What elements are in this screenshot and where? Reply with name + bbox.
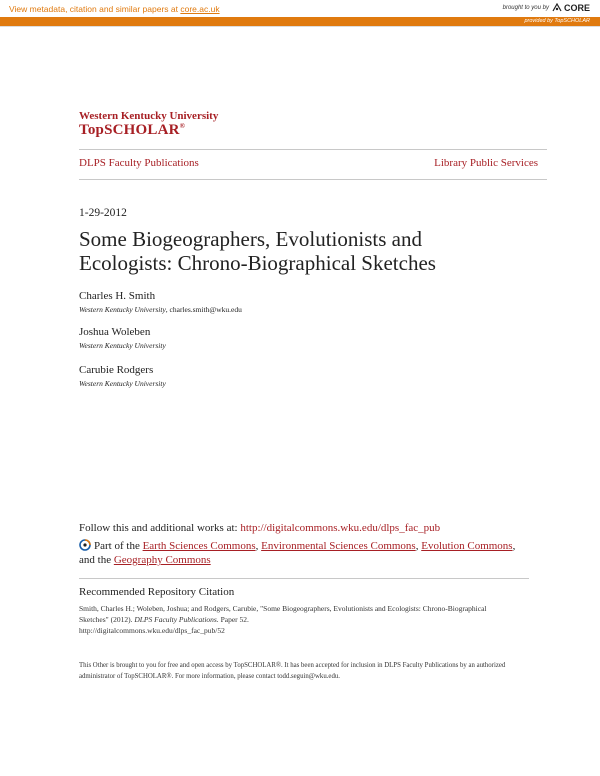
follow-line [79, 522, 440, 534]
divider-bottom [79, 179, 547, 180]
article-title: Some Biogeographers, Evolutionists and Ecologists: Chrono-Biographical Sketches [79, 227, 436, 275]
citation-body: Smith, Charles H.; Woleben, Joshua; and Rodgers, Carubie, "Some Biogeographers, Evolutionists and Ecologists: Chrono-Biographical Sketches" (2012). [79, 604, 487, 624]
separator: , [255, 540, 262, 552]
series-link-library[interactable]: Library Public Services [434, 157, 538, 169]
separator: , [415, 540, 422, 552]
separator: , and the [79, 540, 516, 566]
divider-top [79, 149, 547, 150]
commons-link-geography[interactable]: Geography Commons [113, 554, 211, 566]
commons-link-evolution[interactable]: Evolution Commons [421, 540, 513, 552]
registered-mark: ® [179, 122, 186, 130]
follow-link[interactable]: http://digitalcommons.wku.edu/dlps_fac_pub [240, 522, 441, 534]
affiliation-text: Western Kentucky University [79, 305, 166, 314]
core-view-text: View metadata, citation and similar papers at [9, 4, 181, 14]
repository-name: TopSCHOLAR [79, 122, 180, 138]
part-of-prefix: Part of the [94, 540, 143, 552]
author-name: Carubie Rodgers [79, 364, 154, 376]
commons-link-earth-sciences[interactable]: Earth Sciences Commons [142, 540, 256, 552]
core-link[interactable]: core.ac.uk [180, 4, 220, 14]
brought-to-you-text: brought to you by [502, 5, 549, 11]
core-logo-text: CORE [563, 3, 590, 13]
commons-link-environmental-sciences[interactable]: Environmental Sciences Commons [261, 540, 416, 552]
citation-text [79, 603, 509, 636]
core-icon [552, 3, 562, 13]
citation-paper: Paper 52. [218, 615, 249, 624]
author-name: Charles H. Smith [79, 290, 156, 302]
author-email: , charles.smith@wku.edu [165, 305, 242, 314]
author-affiliation: Western Kentucky University [79, 379, 166, 388]
citation-url: http://digitalcommons.wku.edu/dlps_fac_pub/52 [79, 626, 225, 635]
publication-date: 1-29-2012 [79, 207, 127, 219]
provided-by-text: provided by TopSCHOLAR [524, 18, 590, 24]
divider-citation [79, 578, 529, 579]
core-logo[interactable] [552, 3, 590, 13]
repository-logo[interactable] [79, 122, 185, 139]
access-statement: This Other is brought to you for free and open access by TopSCHOLAR®. It has been accepted for inclusion in DLPS Faculty Publications by an authorized administrator of TopSCHOLAR®. For more information, please contact todd.seguin@wku.edu. [79, 662, 506, 680]
part-of-commons [79, 539, 529, 567]
series-link-dlps[interactable]: DLPS Faculty Publications [79, 157, 199, 169]
network-icon [79, 539, 91, 551]
core-brought-by [503, 3, 590, 13]
provided-by-strip [0, 17, 600, 26]
follow-text: Follow this and additional works at: [79, 522, 241, 534]
author-name: Joshua Woleben [79, 326, 151, 338]
citation-series: DLPS Faculty Publications. [134, 615, 219, 624]
citation-heading: Recommended Repository Citation [79, 586, 235, 598]
core-banner [0, 0, 600, 27]
core-view-metadata [9, 4, 220, 14]
author-affiliation [79, 305, 242, 314]
university-name: Western Kentucky University [79, 110, 219, 122]
author-affiliation: Western Kentucky University [79, 341, 166, 350]
